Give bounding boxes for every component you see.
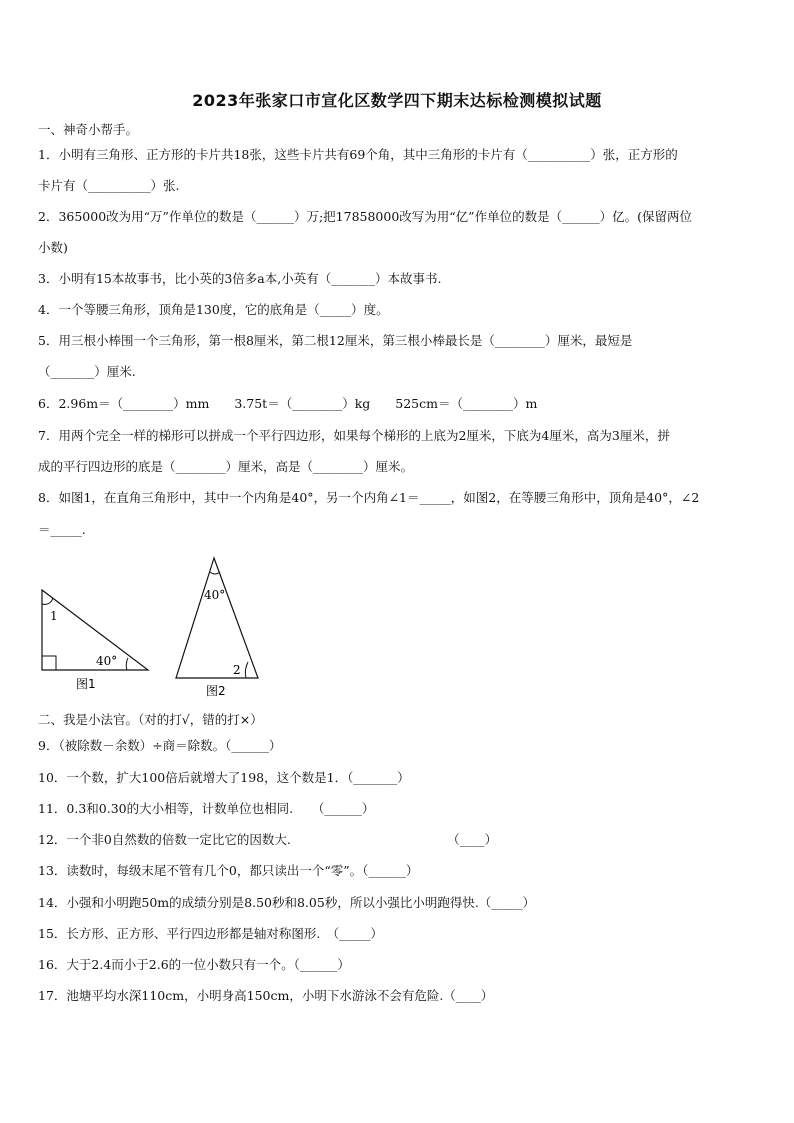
question-8-line-2: ＝_____. [38, 522, 86, 537]
question-1-line-2: 卡片有（__________）张. [38, 178, 180, 193]
figure-2-caption: 图2 [206, 684, 226, 698]
triangle-figures [30, 552, 290, 702]
question-2-line-2: 小数) [38, 240, 68, 255]
question-7-line-2: 成的平行四边形的底是（________）厘米，高是（________）厘米。 [38, 459, 414, 474]
question-15: 15．长方形、正方形、平行四边形都是轴对称图形. （_____） [38, 926, 383, 941]
section-1-heading: 一、神奇小帮手。 [38, 122, 139, 137]
question-11: 11．0.3和0.30的大小相等，计数单位也相同. （______） [38, 801, 375, 816]
question-5-line-1: 5．用三根小棒围一个三角形，第一根8厘米，第二根12厘米，第三根小棒最长是（________）厘米，最短是 [38, 333, 633, 348]
question-1-line-1: 1．小明有三角形、正方形的卡片共18张，这些卡片共有69个角，其中三角形的卡片有（__________）张，正方形的 [38, 147, 678, 162]
question-4: 4．一个等腰三角形，顶角是130度，它的底角是（_____）度。 [38, 302, 389, 317]
angle-40-arc [126, 658, 128, 670]
apex-angle-arc [210, 572, 220, 574]
angle-2-label: 2 [233, 663, 241, 677]
isosceles-triangle-shape [176, 558, 258, 678]
question-6: 6．2.96m＝（________）mm 3.75t＝（________）kg 525cm＝（________）m [38, 396, 538, 411]
page-title: 2023年张家口市宣化区数学四下期末达标检测模拟试题 [192, 91, 602, 110]
section-2-heading: 二、我是小法官。（对的打√，错的打×） [38, 712, 263, 727]
angle-2-arc [245, 662, 248, 678]
right-angle-mark [42, 656, 56, 670]
angle-1-label: 1 [50, 609, 58, 623]
question-10: 10．一个数，扩大100倍后就增大了198，这个数是1．（_______） [38, 770, 410, 785]
angle-1-arc [42, 598, 53, 604]
question-7-line-1: 7．用两个完全一样的梯形可以拼成一个平行四边形，如果每个梯形的上底为2厘米，下底为4厘米，高为3厘米，拼 [38, 428, 670, 443]
question-17: 17．池塘平均水深110cm，小明身高150cm，小明下水游泳不会有危险.（____） [38, 988, 494, 1003]
question-3: 3．小明有15本故事书，比小英的3倍多a本,小英有（_______）本故事书. [38, 271, 442, 286]
right-triangle-shape [42, 590, 148, 670]
question-8-line-1: 8．如图1，在直角三角形中，其中一个内角是40°，另一个内角∠1＝_____，如图2，在等腰三角形中，顶角是40°，∠2 [38, 490, 700, 505]
figure-1-right-triangle [42, 590, 148, 691]
figure-2-isosceles-triangle [176, 558, 258, 698]
question-12: 12．一个非0自然数的倍数一定比它的因数大. （____） [38, 832, 498, 847]
question-5-line-2: （_______）厘米. [38, 364, 136, 379]
question-9: 9．（被除数－余数）÷商＝除数。（______） [38, 738, 282, 753]
question-8-figures [30, 552, 290, 702]
angle-40-label: 40° [96, 654, 118, 668]
question-2-line-1: 2．365000改为用“万”作单位的数是（______）万;把17858000改写为用“亿”作单位的数是（______）亿。(保留两位 [38, 209, 692, 224]
apex-angle-label: 40° [204, 588, 226, 602]
figure-1-caption: 图1 [76, 677, 96, 691]
question-14: 14．小强和小明跑50m的成绩分别是8.50秒和8.05秒，所以小强比小明跑得快.（_____） [38, 895, 536, 910]
question-13: 13．读数时，每级末尾不管有几个0，都只读出一个“零”。（______） [38, 863, 419, 878]
question-16: 16．大于2.4而小于2.6的一位小数只有一个。（______） [38, 957, 350, 972]
